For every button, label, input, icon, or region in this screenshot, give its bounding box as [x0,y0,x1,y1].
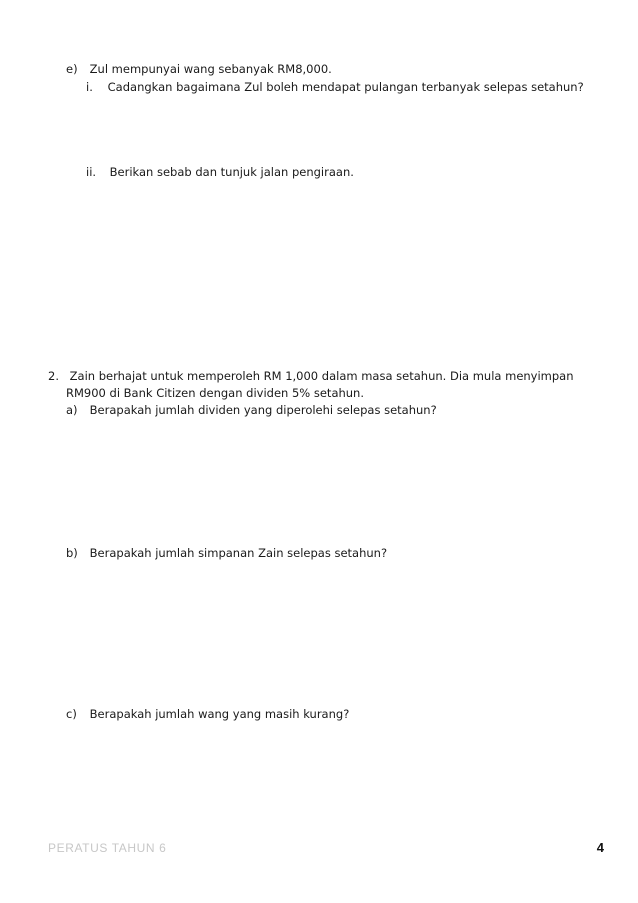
question-marker: b) [66,546,78,560]
footer-title: PERATUS TAHUN 6 [48,841,167,855]
question-marker: c) [66,707,77,721]
question-text: Berikan sebab dan tunjuk jalan pengiraan. [109,165,354,179]
question-marker: ii. [86,165,97,179]
question-text: RM900 di Bank Citizen dengan dividen 5% setahun. [66,386,365,400]
question-text: Berapakah jumlah simpanan Zain selepas setahun? [89,546,388,560]
question-marker: 2. [48,369,59,383]
question-1e-i [86,79,584,95]
question-marker: i. [86,80,93,94]
question-1e [66,61,332,77]
question-2a [66,402,437,418]
question-text: Cadangkan bagaimana Zul boleh mendapat pulangan terbanyak selepas setahun? [107,80,584,94]
question-text: Zain berhajat untuk memperoleh RM 1,000 dalam masa setahun. Dia mula menyimpan [69,369,574,383]
question-1e-ii [86,164,354,180]
question-marker: e) [66,62,78,76]
question-marker: a) [66,403,78,417]
question-2-line-1 [48,368,574,384]
question-text: Berapakah jumlah dividen yang diperolehi selepas setahun? [89,403,437,417]
question-2c [66,706,349,722]
question-text: Zul mempunyai wang sebanyak RM8,000. [89,62,332,76]
page-number: 4 [596,840,604,855]
question-text: Berapakah jumlah wang yang masih kurang? [89,707,350,721]
question-2-line-2 [66,385,364,401]
question-2b [66,545,387,561]
